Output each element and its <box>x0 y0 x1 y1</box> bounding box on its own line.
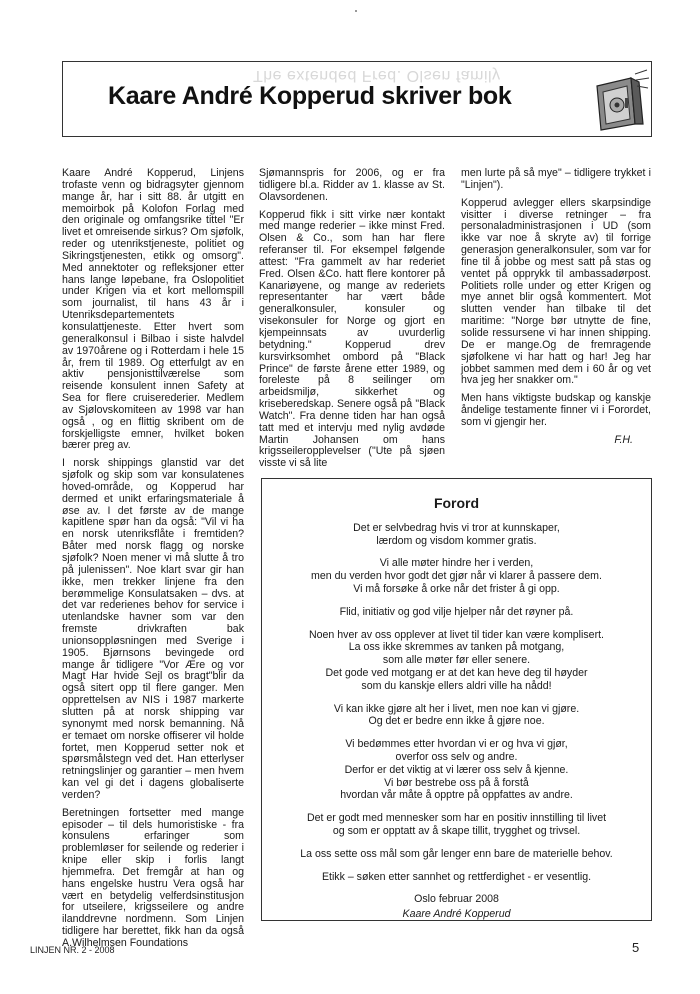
forord-line: Derfor er det viktig at vi lærer oss selv å kjenne. <box>344 763 569 776</box>
article-paragraph: I norsk shippings glanstid var det sjøfolk og skip som var konsulatenes hoved-område, og Kopperud har dermed et unikt erfaringsmateriale å øse av. I det første av de mange kapitlene spør han da også: "Vil vi ha en norsk utenriksflåte i fremtiden? Båter med norsk flagg og norske sjøfolk? Noen mener vi må slutte å tro på julenissen". Noe klart svar gir han ikke, men trekker linjene fra den berømmelige Konsulatsaken – dvs. at det var rederienes behov for service i utenlandske havner som var den fremste drivkraften bak unionsoppløsningen med Sverige i 1905. Bjørnsons bevingede ord mange år tidligere "Vor Ære og vor Magt Har hvide Sejl os bragt"blir da også sitert opp til flere ganger. Men opprettelsen av NIS i 1987 markerte slutten på at norsk shipping var synonymt med norsk bemanning. Nå er temaet om norske offiserer vil holde fortet, men Kopperud setter nok et spørsmålstegn ved det. Han etterlyser retningslinjer og garantier – men hvem kan vel gi det i dagens globaliserte verden? <box>62 457 244 801</box>
forord-stanza <box>262 522 651 548</box>
header-box <box>62 61 652 137</box>
footer-issue: LINJEN NR. 2 - 2008 <box>30 945 115 955</box>
forord-line: Noen hver av oss opplever at livet til tider kan være komplisert. <box>309 628 604 641</box>
forord-line: Det er godt med mennesker som har en positiv innstilling til livet <box>306 812 607 825</box>
forord-line: Det er selvbedrag hvis vi tror at kunnskaper, <box>353 521 560 534</box>
forord-line: som du kanskje ellers aldri ville ha nådd! <box>361 679 552 692</box>
forord-line: Vi alle møter hindre her i verden, <box>379 557 534 570</box>
article-column-2 <box>259 168 445 476</box>
forord-line: Vi bør bestrebe oss på å forstå <box>384 776 529 789</box>
article-paragraph: Beretningen fortsetter med mange episoder – til dels humoristiske - fra konsulens erfaringer som problemløser for seilende og rederier i knipe eller skip i forlis langt hjemmefra. Det fremgår at han og hans engelske hustru Vera også har vært en betydelig velferdsinstitusjon for utseilere, krigsseilere og andre ilanddrevne nordmenn. Som Linjen tidligere har berettet, fikk han da også A.Wilhelmsen Foundations <box>62 806 244 949</box>
article-paragraph: Kaare André Kopperud, Linjens trofaste venn og bidragsyter gjennom mange år, har i sitt 88. år utgitt en memoirbok på Kolofon Forlag med den originale og omfangsrike tittel "Er livet et omreisende sirkus? Om sjøfolk, reder og utenrikstjeneste, politiet og Sikringstjenesten, etikk og omsorg". Med annektoter og refleksjoner etter hans lange løpebane, fra Oslopolitiet under Krigen via et kort mellomspill som journalist, til hans 43 år i Utenriksdepartementets konsulattjeneste. Etter hvert som generalkonsul i Bilbao i siste halvdel av 1970årene og i Rotterdam i hele 15 år, frem til 1989. Og etterfulgt av en aktiv pensjonisttilværelse som reisende konsulent innen Safety at Sea for flere cruiserederier. Medlem av Sjølovskomiteen av 1998 var han også , og en flittig skribent om de forskjelligste emner, hvilket boken bærer preg av. <box>62 167 244 452</box>
forord-stanza <box>262 812 651 838</box>
article-paragraph: Sjømannspris for 2006, og er fra tidligere bl.a. Ridder av 1. klasse av St. Olavsordenen. <box>259 167 445 203</box>
page-title: Kaare André Kopperud skriver bok <box>108 82 512 110</box>
forord-line: som alle møter før eller senere. <box>382 654 531 667</box>
forord-line: Og det er bedre enn ikke å gjøre noe. <box>368 715 545 728</box>
forord-stanza <box>262 703 651 729</box>
forord-box <box>261 478 652 921</box>
forord-stanza <box>262 738 651 802</box>
article-paragraph: Kopperud fikk i sitt virke nær kontakt med mange rederier – ikke minst Fred. Olsen & Co., som han har flere referanser til. For eksempel følgende attest: "Fra gammelt av har rederiet Fred. Olsen &Co. hatt flere kontorer på Kanariøyene, og mange av rederiets representanter har vært både generalkonsuler, konsuler og visekonsuler for Norge og gjort en kjempeinnsats av uvurderlig betydning." Kopperud drev kursvirksomhet ombord på "Black Prince" de første årene etter 1989, og foreleste på 8 seilinger om arbeidsmiljø, sikkerhet og kriseberedskap. Senere også på "Black Watch". Fra denne tiden har han også tatt med et intervju med nylig avdøde Martin Johansen om hans krigsseileropplevelser ("Ute på sjøen visste vi så lite <box>259 208 445 470</box>
article-paragraph: Men hans viktigste budskap og kanskje åndelige testamente finner vi i Forordet, som vi gjengir her. <box>461 392 651 428</box>
forord-line: og som er opptatt av å skape tillit, trygghet og trivsel. <box>332 824 581 837</box>
forord-author: Kaare André Kopperud <box>402 908 511 921</box>
forord-line: men du verden hvor godt det gjør når vi klarer å passere dem. <box>311 570 602 583</box>
forord-line: lærdom og visdom kommer gratis. <box>376 534 537 547</box>
forord-stanza <box>262 848 651 861</box>
forord-stanza <box>262 871 651 884</box>
forord-line: Vi må forsøke å orke når det frister å gi opp. <box>353 582 560 595</box>
ghost-text: The extended Fred. Olsen family <box>253 67 501 84</box>
article-column-1 <box>62 168 244 956</box>
forord-line: Vi kan ikke gjøre alt her i livet, men noe kan vi gjøre. <box>333 702 580 715</box>
signature: F.H. <box>614 433 633 446</box>
forord-stanza <box>262 629 651 693</box>
forord-line: La oss sette oss mål som går lenger enn bare de materielle behov. <box>300 847 613 860</box>
forord-stanza <box>262 893 651 906</box>
forord-title: Forord <box>433 495 480 511</box>
page-number: 5 <box>632 940 640 955</box>
forord-line: La oss ikke skremmes av tanken på motgang, <box>348 641 565 654</box>
forord-line: hvordan vår måte å opptre på oppfattes av andre. <box>340 789 573 802</box>
safe-icon <box>591 68 651 134</box>
article-column-3 <box>461 168 651 447</box>
forord-line: overfor oss selv og andre. <box>395 750 518 763</box>
forord-line: Flid, initiativ og god vilje hjelper når det røyner på. <box>339 605 574 618</box>
article-paragraph: men lurte på så mye" – tidligere trykket i "Linjen"). <box>461 167 651 191</box>
article-paragraph: Kopperud avlegger ellers skarpsindige visitter i diverse retninger – fra personaladministrasjonen i UD (som ikke var noe å skryte av) til forrige generasjon generalkonsuler, som var for fine til å jobbe og mest satt på stas og ventet på opprykk til ambassadørpost. Politiets rolle under og etter Krigen og mye annet blir også kommentert. Mot slutten vender han tilbake til det maritime: "Norge bør utnytte de fine, solide ressursene vi har innen shipping. De er mange.Og de fremragende sjøfolkene vi har hatt og har! Jeg har jobbet sammen med dem i 60 år og vet hva jeg her snakker om." <box>461 196 651 387</box>
scan-dot <box>355 10 357 12</box>
forord-line: Det gode ved motgang er at det kan heve deg til høyder <box>325 666 588 679</box>
forord-stanza <box>262 557 651 595</box>
forord-line: Etikk – søken etter sannhet og rettferdighet - er vesentlig. <box>321 870 592 883</box>
forord-line: Oslo februar 2008 <box>414 893 499 906</box>
forord-body <box>262 522 651 906</box>
forord-line: Vi bedømmes etter hvordan vi er og hva vi gjør, <box>345 738 568 751</box>
forord-stanza <box>262 606 651 619</box>
